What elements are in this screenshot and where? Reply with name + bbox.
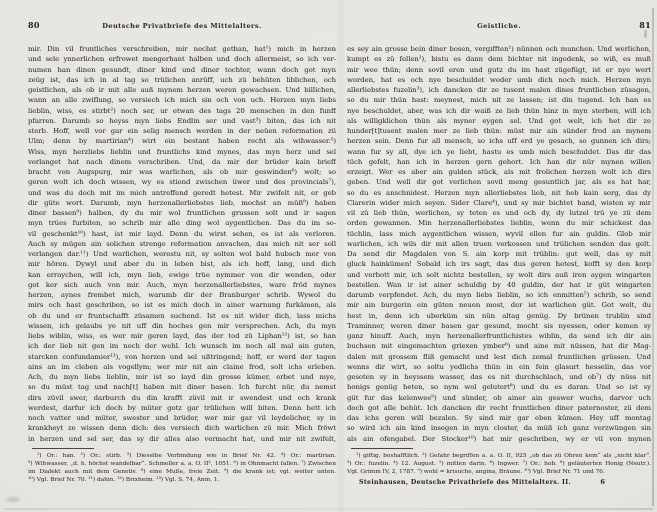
text-line: dirs züvil swer, darburch du din krafft züvil mit ir swendest und och krank — [28, 393, 336, 402]
page-edge-shadow — [652, 8, 654, 506]
page-left — [28, 20, 336, 484]
text-line: und was du doch mit im mich antreffend geredt hetest. Mir zwifelt nit, er geb — [28, 188, 336, 197]
text-line: hest in, denn ich uberküm sin nün altag genüg. Dy brünen trublin sind — [347, 311, 651, 320]
body-text-left — [28, 44, 336, 444]
text-line: kan erraychen, will ich, myn lieb, ewige trüe nymmer von dir wenden, oder — [28, 270, 336, 279]
text-line: kumpt es zü fellen²), bistu es dann dem bichter nit ingedenk, so wiß, es muß — [347, 55, 651, 64]
sheet-number: 6 — [600, 478, 605, 487]
page-right-header — [347, 20, 651, 31]
text-line: im Dialekt auch mit dem Genetiv. ⁸) eine Muße, freie Zeit. ⁹) die krank ist; vgl. weiter unten. — [28, 468, 336, 475]
text-line: als ain ofengabel. Der Stocker¹⁰) hat mir geschriben, wy er vil von mynen — [347, 434, 651, 443]
text-line: Traminner, weren diner basen gar gesund, mocht sis nyessen, oder kemen sy — [347, 321, 651, 330]
text-line: ¹) giftig, boshafftlich. ²) Gefahr begriffen a. a. O. II, 925 „ob das zü Ohren kem“ als „nicht klar“. — [356, 452, 651, 459]
text-line: starcken confundamier¹³), von herzen und sel ußtringend; hoff, er werd der tagen — [28, 352, 336, 361]
text-line: werdest, darfur ich doch by müter gotz gar trülichen will biten. Denn hett ich — [28, 403, 336, 412]
text-line: güt fur das kelenwee⁹) und sünder, ob ainer ain geswer wuchs, darvor uch — [347, 393, 651, 402]
page-left-header — [28, 20, 336, 31]
signature-line — [347, 478, 651, 486]
text-line: mirs och hast geschriben, so ist es mich doch in ainer warnung furkämen, als — [28, 301, 336, 310]
text-line: gluck hainkümen! Sobald ich irs sagt, das dus geren hetest, kofft sy den korp — [347, 260, 651, 269]
text-line: ganz hinuff. Auch, myn herzenallerfruntlichistes wiblin, da send ich dir ain — [347, 332, 651, 340]
footnote-rule-right — [351, 448, 413, 449]
text-line: wissen, ich gelaubs ye nit uff din hoches gen mir versprechen. Ach, du myn — [28, 321, 336, 330]
text-line: noch vatter und müter, swester und brüder, wer mir gar vil leydelicher, sy in — [28, 414, 336, 422]
text-line: Wiss, myn herzliebs lieblin und fruntlichs kind mynes, das myn herz und sel — [28, 147, 336, 156]
text-line: liebs wiblin, wiss, es wer mir geren layd, das der tod zü Liphan¹²) ist, so han — [28, 332, 336, 340]
text-line: als willigklichen thün als myner eygen sel. Und got welt, ich het dir ze — [347, 116, 651, 125]
text-line: dalen mit grossem fliß gemacht und lest dich zemal fruntlichen grüssen. Und — [347, 352, 651, 361]
book-signature: Steinhausen, Deutsche Privatbriefe des Mittelalters. II. — [359, 479, 572, 487]
text-line: ³) Or.: fuzelin. ⁴) 12. August. ⁵) mitten darin. ⁶) Ingwer. ⁷) Or.: hob. ⁸) geläuterten Honig (Neutr.). — [347, 460, 651, 467]
text-line: und sele ynnerlichen erfrowet mengerhant halben und doch allermeist, so ich ver- — [28, 55, 336, 64]
text-line: und verbott mir, ich solt nichtz bestellen, sy wolt dirs auß iren aygen wingarten — [347, 270, 651, 279]
text-line: erzeigt. Wer es aber ain gulden stück, als mit frolichen herzen wolt ich dirs — [347, 168, 651, 176]
text-line: vil zü lieb thün, werlichen, sy teten es und och dy, dy lutzel trü ye zü dem — [347, 209, 651, 217]
text-line: Clarerin wider mich seyen. Sider Clare⁴), und sy mir bichtet hand, wisten sy mir — [347, 198, 651, 207]
text-line: es sey ain grosse bein diner bosen, vergifften¹) nünnen och munchen. Und werlichen, — [347, 45, 651, 53]
text-line: worden, hat es och nye beschuldet weder umb dich noch mich. Herzen myn — [347, 75, 651, 84]
text-line: tüchlin, lass mich aygentlichen wissen, wyvil ellen fur ain guldin. Glob mir — [347, 229, 651, 238]
text-line: in herzen und sel ser, das sy dir alles also vermacht hat, und mir nit zwifelt, — [28, 434, 336, 443]
text-line: lieblin, wiss, es stirbt²) noch ser, ur etwan des tags 20 menschen in den funff — [28, 106, 336, 115]
footnote-rule-left — [32, 448, 94, 449]
text-line: Vgl. Grimm IV, 2, 1787. ⁹) wohl = krisuche, angina, Bräune. ¹⁰) Vgl. Brief Nr. 71 und 76. — [347, 468, 605, 475]
text-line: geben. Und well dir got verlichen sovil meng gesuntlich jar, als es hat har, — [347, 178, 651, 187]
text-line: wenns dir wirt, so soltu yedlichs thün in ein fein glasurt hesselin, das vor — [347, 362, 651, 371]
text-line: allerliebstes fuzelin³), ich dancken dir ze tusent malen dines fruntlichen züsagen, — [347, 86, 651, 94]
text-line: so wird ich ain kind insegen in myn closter, da müß ich ganz verzwüngen sin — [347, 424, 651, 433]
text-line: nye beschuldet, aber, was ich dir waiß ze lieb thün hinz in myn sterben, will ich — [347, 106, 651, 115]
page-bottom-shadow — [4, 508, 653, 510]
scan-smudge — [6, 497, 20, 502]
text-line: mir hören. Dywyl und aber du in leben bist, als ich hoff, lang, und dich — [28, 260, 336, 269]
text-line: zeüg ist, das ich in al tag so trülichen anrüff, uch zü behüten liblichen, och — [28, 75, 336, 84]
page-right — [347, 20, 651, 486]
text-line: ains an im cleben als vogellym; wer mir nit ain claine frod, solt ichs erleben. — [28, 362, 336, 371]
text-line: verlangen dar.¹¹) Und warlichen, werestu nit, sy solten wol bald hubsch mer von — [28, 250, 336, 258]
text-line: herzen, aynes frembet mich, warumb dir der Branburger schrib. Wywol du — [28, 291, 336, 299]
page-number-right: 81 — [639, 20, 651, 30]
footnotes-left — [28, 452, 336, 484]
text-line: mir. Din vil fruntliches verschreiben, mir nechst gethan, hat¹) mich in herzen — [28, 45, 336, 53]
text-line: bracht von Augspurg, mir was warlichen, als ob mir geswinden⁶) wolt; so — [28, 168, 336, 176]
text-line: ¹⁰) Vgl. Brief Nr. 70. ¹¹) dahin. ¹²) Brixheim. ¹³) Vgl. S. 74, Anm. 1. — [28, 477, 220, 484]
text-line: warlichen, ich wils dir mit allen truen verkossen und trülichen senden das gelt. — [347, 239, 651, 248]
text-line: Ach, du myn liebs lieblin, mir ist so layd din grosse kümer, erbet und mye, — [28, 373, 336, 381]
footnotes-right — [347, 452, 651, 476]
text-line: pfarren. Darumb so heyss myn liebs Endlin ser und vast³) biten, das ich nit — [28, 116, 336, 125]
text-line: ⁵) Wihwasser, „d. h. höchst wandelbar“. Schmeller a. a. O. II², 1051. ⁶) in Ohnmacht fallen. ⁷) Zwischen — [28, 460, 336, 467]
text-line: tüch gefelt, han ich in herzen gern gehort. Ich han dir nür mynen willen — [347, 157, 651, 166]
text-line: dir güte wort. Darumb, myn herzenallerliebstes lieb, mochst an müß⁸) haben — [28, 198, 336, 207]
text-line: buchsen mit eingemachten griexen ymber⁶) und aine mit nüssen, hat dir Mag- — [347, 342, 651, 351]
running-head-left: Deutsche Privatbriefe des Mittelalters. — [102, 22, 262, 30]
text-line: bestellen. Wan ir ist ainer schuldig by 40 guldin, der hat ir güt wingarten — [347, 280, 651, 289]
text-line: sterb. Hoff, well vor gar ein selig mensch werden in der neüen reformation zü — [28, 127, 336, 135]
text-line: so du mir thün hast: meynest, mich nit ze lassen; ist din tugend. Ich han es — [347, 96, 651, 105]
text-line: doch got alle behüt. Ich dancken dir recht fruntlichen diner paternoster, zü dem — [347, 403, 651, 412]
text-line: numen han dinen gesundt, diner kind und diner tochter, wann doch got myn — [28, 65, 336, 74]
text-line: das ichs geren will bezalen. Sy sind mir gar eben kümen. Hey uff montag — [347, 414, 651, 422]
text-line: mir ain burgerin ein güten neuen most, der ist warlichen güt. Got welt, du — [347, 301, 651, 310]
text-line: mir wee thün; denn sovil eren und gutz du im hast zügefügt, ist er nye wert — [347, 65, 651, 74]
text-line: Da send dir Magdalen von S. ain korp mit trüblin: gut well, das sy mit — [347, 250, 651, 258]
text-line: so du müst tag und nach[t] haben mit diner basen. Ich furcht nür, du nemst — [28, 383, 336, 392]
text-line: ¹) Or.: han. ²) Or.: stirb. ³) Dieselbe Verbindung wie in Brief Nr. 42. ⁴) Or.: martirian. — [37, 452, 336, 459]
text-line: Auch sy mügen ain solichen strenge reformation anvachen, das mich nit ser soll — [28, 239, 336, 248]
text-line: wann an alle zwiflung, so versiech ich mich sin och von uch. Herzen myn liebs — [28, 96, 336, 105]
text-line: honigs genüg heten, so nym wol gelutert⁸) und du es daran. Und so ist sy — [347, 383, 651, 392]
text-line: Ulm; denn by martirian⁴) wirt ein bestant haben recht als wihwasser.⁵) — [28, 137, 336, 146]
text-line: verlanget hat nach dinem verschriben. Und, da mir der brüder kain brieff — [28, 157, 336, 166]
text-line: geistlichen, als ob ir mit alle auß mynem herzen weren gewachsen. Und billichen, — [28, 86, 336, 94]
text-line: diner bassen⁹) halben, dy du mir wol fruntlichen grussen solt und ir sagen — [28, 209, 336, 217]
text-line: krankheyt ze wissen denn dich: des versiech dich warlichen zü mir. Mich fröwt — [28, 424, 336, 433]
text-line: herzen sein. Denn fur all mensch, so ichs uff erd ye gesach, so gunnen ich dirs; — [347, 137, 651, 146]
text-line: geren wolt ich doch wissen, wy es stiend zwischen üwer und des provincials⁷), — [28, 178, 336, 187]
text-line: myn trües furbiten, so schrib mir alle ding wol aygentlichen. Das du im so- — [28, 219, 336, 228]
text-line: vil geschenkt¹⁰) hast, ist mir layd. Denn du wirst sehen, es ist als verloren. — [28, 229, 336, 238]
text-line: ich der lieb nit gen im noch der wehl. Ich wunsch im noch all mal ain guten, — [28, 342, 336, 351]
page-gutter-shadow — [336, 0, 346, 512]
text-line: ob du und er fruntschafft züsamen suchend. Ist es nit wider dich, lass michs — [28, 311, 336, 320]
text-line: gesoten sy in heyssem wasser, das es nit durchschlach, und ob⁷) dy nüss nit — [347, 373, 651, 381]
text-line: darumb verpfendet. Ach, du myn liebs lieblin, so ich enmitten⁵) schrib, so send — [347, 291, 651, 299]
text-line: so du es anschnidest. Herzen myn allerliebstes lieb, nit heb kain sorg, das dy — [347, 188, 651, 197]
text-line: got ker sich auch von mir. Auch, myn herzenallerliebstes, ware fröd mynes — [28, 280, 336, 289]
text-line: orden gewannen. Min herzenallerliebstes lieblin, wenn du mir schickest das — [347, 219, 651, 228]
text-line: wann fur sy all, dye ich ye liebt, hastu es umb mich beschuldet. Das dir das — [347, 147, 651, 156]
body-text-right — [347, 44, 651, 444]
running-head-right: Geistliche. — [477, 22, 521, 30]
page-number-left: 80 — [28, 20, 40, 30]
text-line: hunder[t]tusent malen mer ze lieb thün: müst mir ain sünder frod an mynem — [347, 127, 651, 135]
